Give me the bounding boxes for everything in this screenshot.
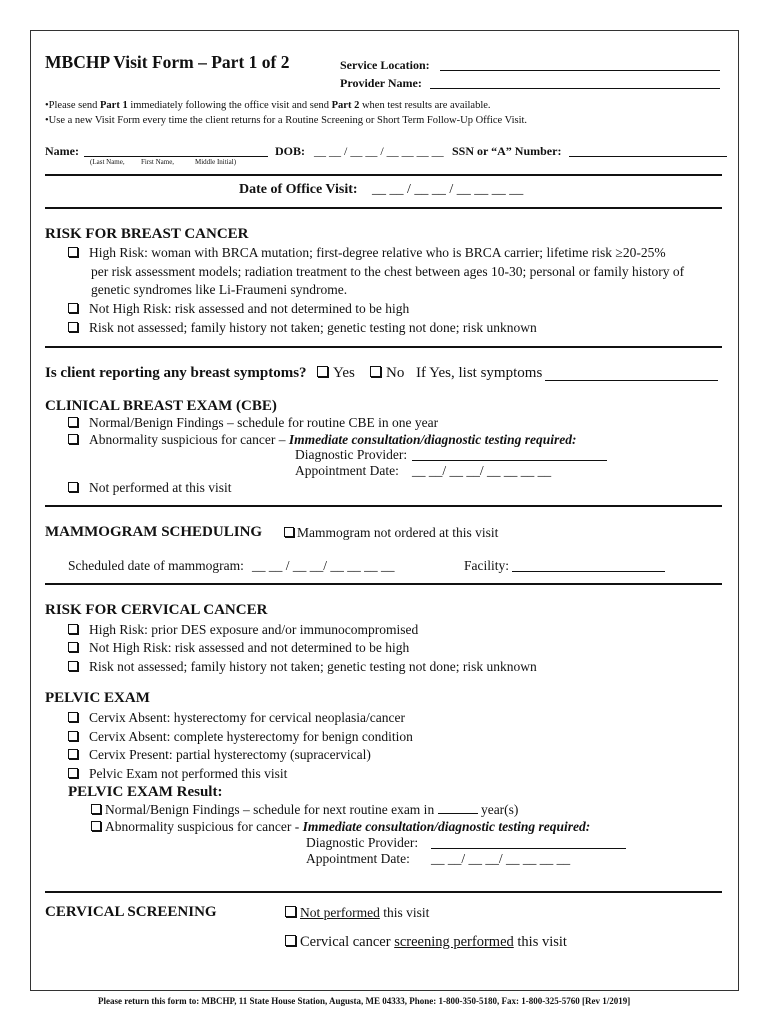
mammo-facility-label: Facility: [464,558,509,573]
checkbox[interactable] [317,366,328,377]
checkbox[interactable] [68,624,78,634]
mammo-facility-field[interactable] [512,559,665,572]
pelvic-appt-date-label: Appointment Date: [306,851,410,866]
symptoms-list-label: If Yes, list symptoms [416,365,543,381]
divider [45,505,722,507]
pelvic-diag-provider-field[interactable] [431,836,626,849]
divider [45,174,722,176]
pelvic-option-3[interactable]: Cervix Present: partial hysterectomy (supracervical) [68,747,371,763]
footer-text: Please return this form to: MBCHP, 11 State House Station, Augusta, ME 04333, Phone: 1-800-350-5180, Fax: 1-800-325-5760 [Rev 1/2019] [98,996,631,1006]
service-location-label: Service Location: [340,58,430,72]
mammo-heading: MAMMOGRAM SCHEDULING [45,524,263,540]
pelvic-heading: PELVIC EXAM [45,690,150,706]
checkbox[interactable] [68,661,78,671]
cervical-risk-heading: RISK FOR CERVICAL CANCER [45,602,268,618]
service-location-field[interactable] [440,58,720,71]
cervical-not-performed-option[interactable]: Not performed this visit [285,905,429,921]
breast-risk-high-option[interactable]: High Risk: woman with BRCA mutation; first-degree relative who is BRCA carrier; lifetime risk ≥20-25% [68,245,666,261]
mammo-not-ordered-option[interactable]: Mammogram not ordered at this visit [284,525,498,541]
form-title: MBCHP Visit Form – Part 1 of 2 [45,52,290,72]
checkbox[interactable] [68,642,78,652]
checkbox[interactable] [91,804,101,814]
checkbox[interactable] [285,935,296,946]
checkbox[interactable] [68,482,78,492]
pelvic-diag-provider-label: Diagnostic Provider: [306,835,419,850]
checkbox[interactable] [68,731,78,741]
checkbox[interactable] [68,768,78,778]
ssn-field[interactable] [569,144,727,157]
cbe-appt-date-label: Appointment Date: [295,463,399,478]
checkbox[interactable] [91,821,101,831]
checkbox[interactable] [68,749,78,759]
divider [45,891,722,893]
checkbox[interactable] [68,247,78,257]
name-sub-first: First Name, [141,158,175,166]
office-visit-date-field[interactable]: __ __ / __ __ / __ __ __ __ [372,182,524,197]
dob-label: DOB: [275,144,305,158]
instruction-line-1: •Please send Part 1 immediately following the office visit and send Part 2 when test results are available. [45,100,491,111]
provider-name-label: Provider Name: [340,76,422,90]
cbe-heading: CLINICAL BREAST EXAM (CBE) [45,398,277,414]
ssn-label: SSN or “A” Number: [452,144,562,158]
breast-risk-high-line3: genetic syndromes like Li-Fraumeni syndrome. [91,282,348,297]
cervical-risk-high-option[interactable]: High Risk: prior DES exposure and/or immunocompromised [68,622,418,638]
instruction-line-2: •Use a new Visit Form every time the client returns for a Routine Screening or Short Term Follow-Up Office Visit. [45,115,528,126]
mammo-scheduled-field[interactable]: __ __ / __ __/ __ __ __ __ [252,558,395,573]
cervical-risk-not-high-option[interactable]: Not High Risk: risk assessed and not determined to be high [68,640,409,656]
pelvic-result-normal-option[interactable]: Normal/Benign Findings – schedule for next routine exam in year(s) [91,802,518,818]
pelvic-option-4[interactable]: Pelvic Exam not performed this visit [68,766,287,782]
name-label: Name: [45,144,79,158]
name-sub-last: (Last Name, [90,158,125,166]
dob-field[interactable]: __ __ / __ __ / __ __ __ __ [314,144,444,158]
office-visit-label: Date of Office Visit: [239,182,358,197]
breast-risk-not-assessed-option[interactable]: Risk not assessed; family history not taken; genetic testing not done; risk unknown [68,320,537,336]
pelvic-result-abnormal-option[interactable]: Abnormality suspicious for cancer - Immediate consultation/diagnostic testing required: [91,819,590,835]
symptoms-question: Is client reporting any breast symptoms? [45,365,307,381]
provider-name-field[interactable] [430,76,720,89]
cbe-diag-provider-field[interactable] [412,448,607,461]
divider [45,346,722,348]
pelvic-option-2[interactable]: Cervix Absent: complete hysterectomy for benign condition [68,729,413,745]
checkbox[interactable] [68,417,78,427]
checkbox[interactable] [68,322,78,332]
pelvic-result-heading: PELVIC EXAM Result: [68,784,223,800]
breast-risk-heading: RISK FOR BREAST CANCER [45,226,249,242]
checkbox[interactable] [284,527,294,537]
symptoms-list-field[interactable] [545,366,718,381]
checkbox[interactable] [285,906,296,917]
cervical-screening-heading: CERVICAL SCREENING [45,904,217,920]
cbe-normal-option[interactable]: Normal/Benign Findings – schedule for routine CBE in one year [68,415,438,431]
checkbox[interactable] [68,303,78,313]
symptoms-yes-option[interactable]: Yes [317,365,355,382]
checkbox[interactable] [68,712,78,722]
years-field[interactable] [438,803,478,814]
cervical-performed-option[interactable]: Cervical cancer screening performed this visit [285,934,567,951]
checkbox[interactable] [68,434,78,444]
cbe-abnormal-option[interactable]: Abnormality suspicious for cancer – Immediate consultation/diagnostic testing required: [68,432,576,448]
cervical-risk-not-assessed-option[interactable]: Risk not assessed; family history not taken; genetic testing not done; risk unknown [68,659,537,675]
cbe-not-performed-option[interactable]: Not performed at this visit [68,480,231,496]
checkbox[interactable] [370,366,381,377]
cbe-diag-provider-label: Diagnostic Provider: [295,447,408,462]
mammo-scheduled-label: Scheduled date of mammogram: [68,558,244,573]
breast-risk-not-high-option[interactable]: Not High Risk: risk assessed and not determined to be high [68,301,409,317]
divider [45,207,722,209]
divider [45,583,722,585]
name-field[interactable] [84,144,268,157]
pelvic-appt-date-field[interactable]: __ __/ __ __/ __ __ __ __ [431,851,571,866]
pelvic-option-1[interactable]: Cervix Absent: hysterectomy for cervical neoplasia/cancer [68,710,405,726]
cbe-appt-date-field[interactable]: __ __/ __ __/ __ __ __ __ [412,463,552,478]
symptoms-no-option[interactable]: No [370,365,404,382]
name-sub-middle: Middle Initial) [195,158,237,166]
breast-risk-high-line2: per risk assessment models; radiation treatment to the chest between ages 10-30; personal or family history of [91,264,685,279]
